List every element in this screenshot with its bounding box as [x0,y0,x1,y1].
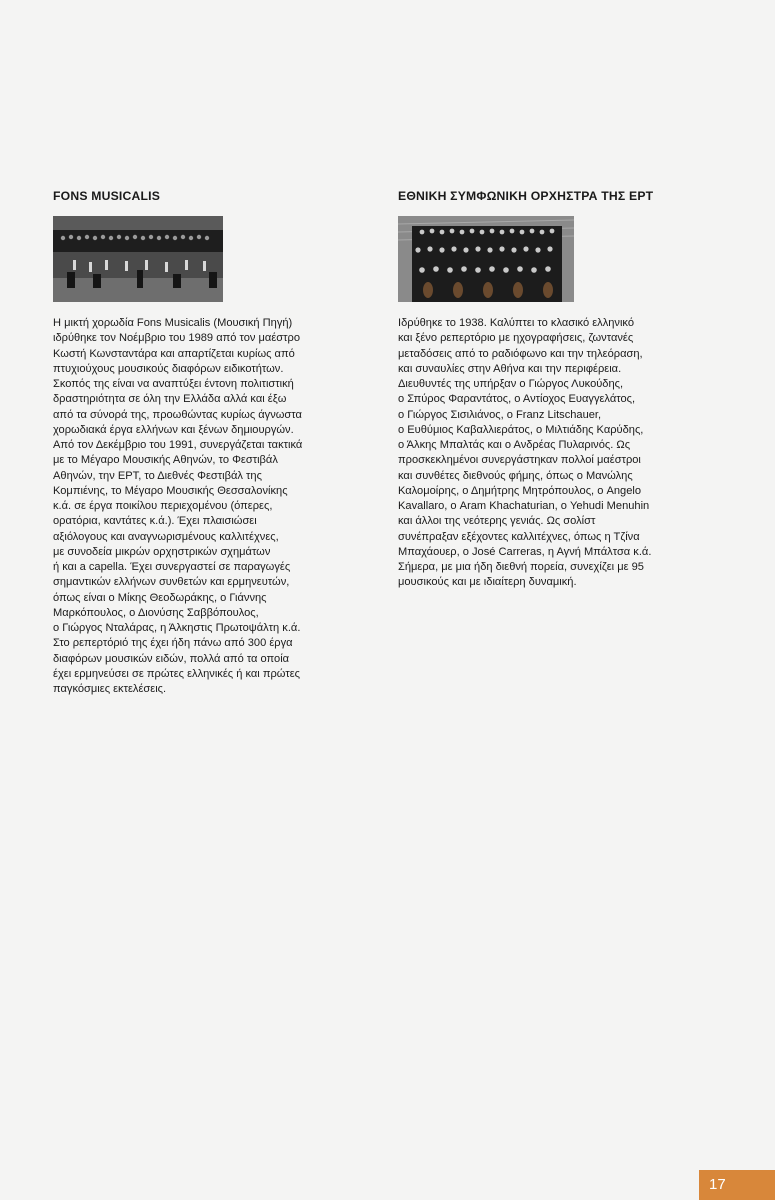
section-body [53,316,353,697]
body-line: Στο ρεπερτόριό της έχει ήδη πάνω από 300 έργα [53,637,293,650]
body-line: Μαρκόπουλος, ο Διονύσης Σαββόπουλος, [53,606,259,619]
body-line: και συνθέτες διεθνούς φήμης, όπως ο Μανώλης [398,469,633,482]
body-line: Από τον Δεκέμβριο του 1991, συνεργάζεται τακτικά [53,439,303,451]
ert-orchestra-section [398,188,698,591]
body-line: συνέπραξαν εξέχοντες καλλιτέχνες, όπως η Τζίνα [398,530,640,543]
body-line: δραστηριότητα σε όλη την Ελλάδα αλλά και έξω [53,393,287,406]
body-line: ο Γιώργος Σισιλιάνος, ο Franz Litschauer, [398,408,602,421]
body-line: κ.ά. σε έργα ποικίλου περιεχομένου (όπερες, [53,500,273,512]
body-line: Αθηνών, την ΕΡΤ, το Διεθνές Φεστιβάλ της [53,469,262,482]
body-line: Κομπιένης, το Μέγαρο Μουσικής Θεσσαλονίκης [53,484,288,497]
body-line: μουσικούς και με ιδιαίτερη δυναμική. [398,576,577,589]
body-line: από τα σύνορά της, προωθώντας κυρίως άγνωστα [53,408,302,421]
body-line: Σκοπός της είναι να αναπτύξει έντονη πολιτιστική [53,378,294,390]
body-line: Καλομοίρης, ο Δημήτρης Μητρόπουλος, ο Angelo [398,484,642,497]
body-line: όπως είναι ο Μίκης Θεοδωράκης, ο Γιάννης [53,591,267,604]
body-line: και άλλοι της νεότερης γενιάς. Ως σολίστ [398,515,596,528]
body-line: ο Γιώργος Νταλάρας, η Άλκηστις Πρωτοψάλτη κ.ά. [53,622,301,634]
body-line: διαφόρων μουσικών ειδών, πολλά από τα οποία [53,652,290,665]
body-line: ιδρύθηκε τον Νοέμβριο του 1989 από τον μαέστρο [53,332,300,345]
body-line: έχει ερμηνεύσει σε πρώτες ελληνικές ή και πρώτες [53,667,300,680]
section-body [398,316,698,591]
body-line: Η μικτή χορωδία Fons Musicalis (Μουσική Πηγή) [53,317,293,329]
section-heading: ΕΘΝΙΚΗ ΣΥΜΦΩΝΙΚΗ ΟΡΧΗΣΤΡΑ ΤΗΣ ΕΡΤ [398,189,654,203]
body-line: πτυχιούχους μουσικούς διαφόρων ειδικοτήτων. [53,362,284,375]
body-line: ο Άλκης Μπαλτάς και ο Ανδρέας Πυλαρινός. Ως [398,439,631,451]
body-line: ο Σπύρος Φαραντάτος, ο Αντίοχος Ευαγγελάτος, [398,393,636,406]
page-number: 17 [699,1170,775,1200]
body-line: Σήμερα, με μια ήδη διεθνή πορεία, συνεχίζει με 95 [398,561,644,573]
body-line: Κωστή Κωνσταντάρα και απαρτίζεται κυρίως από [53,347,295,360]
body-line: και συναυλίες στην Αθήνα και την περιφέρεια. [398,362,622,375]
body-line: Ιδρύθηκε το 1938. Καλύπτει το κλασικό ελληνικό [398,317,635,329]
orchestra-photo-image [398,216,574,302]
body-line: με συνοδεία μικρών ορχηστρικών σχημάτων [53,545,271,558]
body-line: Μπαχάουερ, ο José Carreras, η Αγνή Μπάλτσα κ.ά. [398,545,652,558]
body-line: παγκόσμιες εκτελέσεις. [53,683,167,695]
choir-photo [53,216,223,302]
body-line: μεταδόσεις από το ραδιόφωνο και την τηλεόραση, [398,347,643,360]
section-heading: FONS MUSICALIS [53,189,161,203]
body-line: προσκεκλημένοι συνεργάστηκαν πολλοί μαέστροι [398,454,641,467]
body-line: και ξένο ρεπερτόριο με ηχογραφήσεις, ζωντανές [398,332,634,345]
body-line: ο Ευθύμιος Καβαλλιεράτος, ο Μιλτιάδης Καρύδης, [398,423,644,436]
fons-musicalis-section [53,188,353,697]
orchestra-photo [398,216,574,302]
body-line: ή και a capella. Έχει συνεργαστεί σε παραγωγές [53,561,291,573]
body-line: Διευθυντές της υπήρξαν ο Γιώργος Λυκούδης, [398,378,624,390]
body-line: αξιόλογους και αναγνωρισμένους καλλιτέχνες, [53,530,279,543]
body-line: χορωδιακά έργα ελλήνων και ξένων δημιουργών. [53,423,294,436]
show-through-text [215,52,223,86]
body-line: Kavallaro, ο Aram Khachaturian, ο Yehudi Menuhin [398,500,650,512]
body-line: σημαντικών ελλήνων συνθετών και ερμηνευτών, [53,576,290,589]
choir-photo-image [53,216,223,302]
body-line: ορατόρια, καντάτες κ.ά.). Έχει πλαισιώσει [53,515,257,528]
body-line: με το Μέγαρο Μουσικής Αθηνών, το Φεστιβάλ [53,454,278,467]
